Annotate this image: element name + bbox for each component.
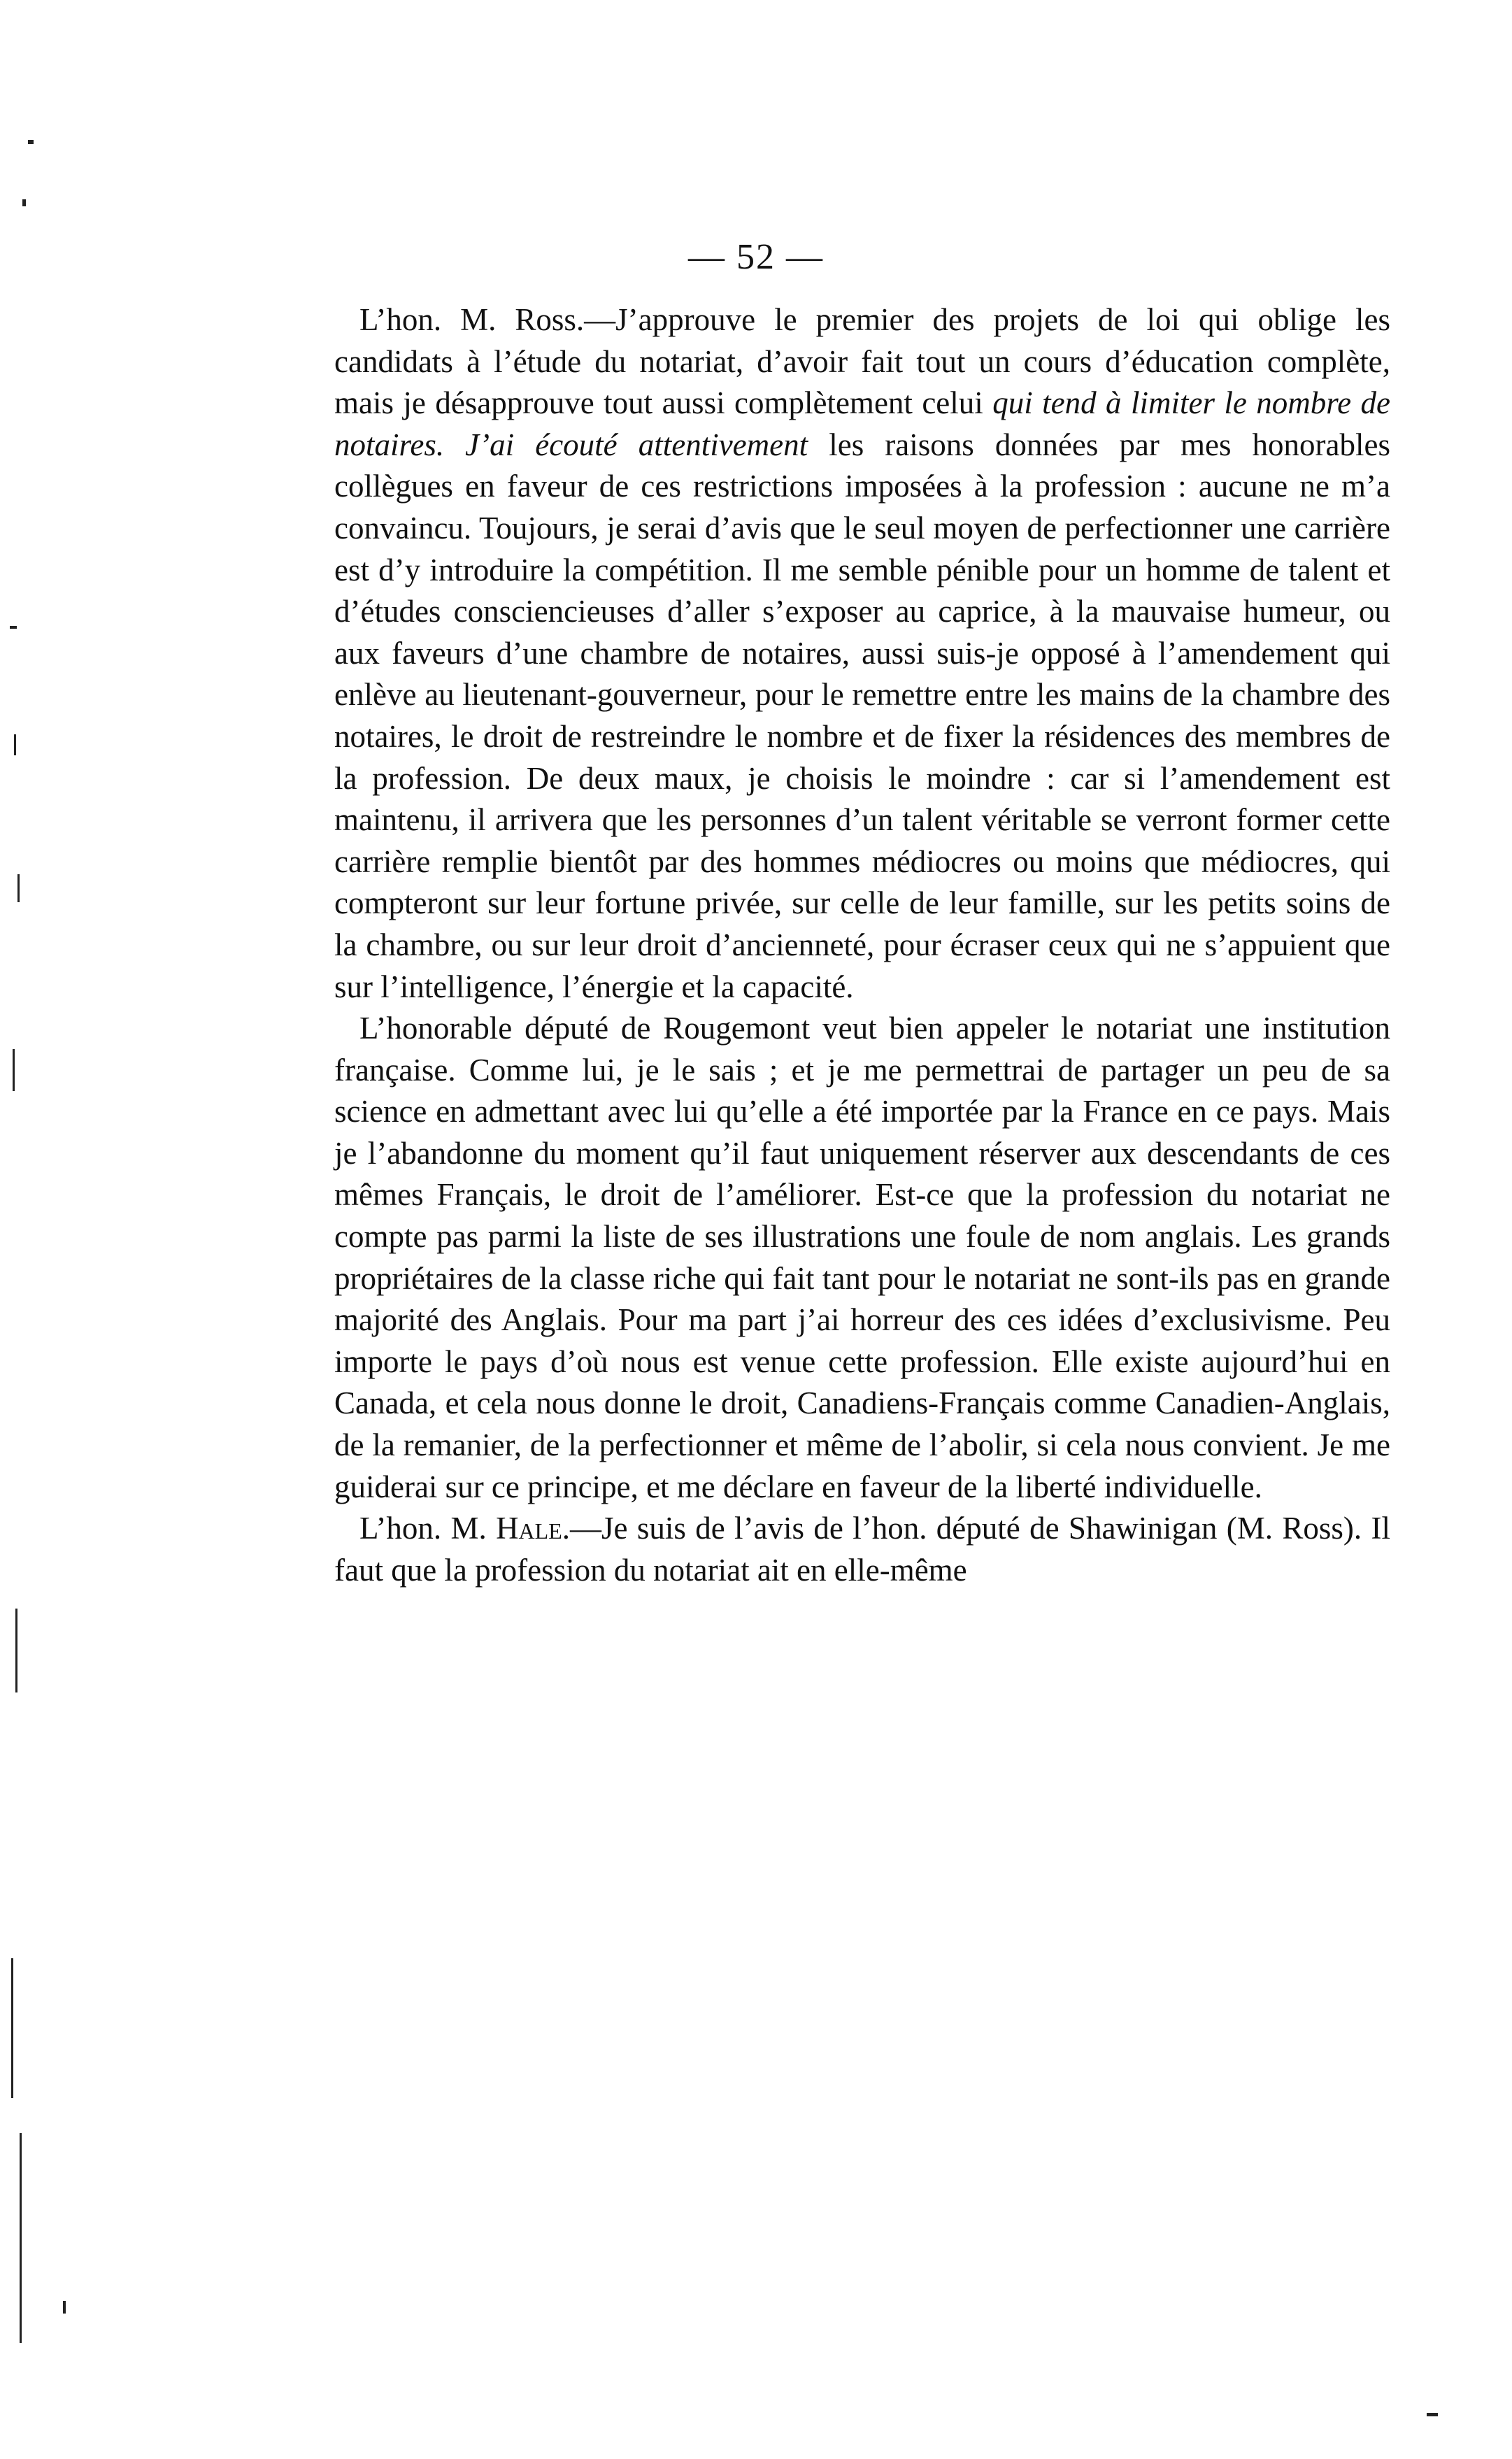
- emphasized-text: qui tend à limiter le nombre de notaires. J’ai écouté attentivement: [334, 385, 1390, 462]
- paragraph-hale: [334, 1508, 1390, 1591]
- scan-speck: [13, 1049, 15, 1091]
- paragraph-rougemont: L’honorable député de Rougemont veut bien appeler le notariat une institution française. Comme lui, je le sais ; et je me permettrai de partager un peu de sa science en admettant avec lui qu’elle a été importée par la France en ce pays. Mais je l’abandonne du moment qu’il faut uniquement réserver aux descendants de ces mêmes Français, le droit de l’améliorer. Est-ce que la profession du notariat ne compte pas parmi la liste de ses illustrations une foule de nom anglais. Les grands propriétaires de la classe riche qui fait tant pour le notariat ne sont-ils pas en grande majorité des Anglais. Pour ma part j’ai horreur des ces idées d’exclusivisme. Peu importe le pays d’où nous est venue cette profession. Elle existe aujourd’hui en Canada, et cela nous donne le droit, Canadiens-Français comme Canadien-Anglais, de la remanier, de la perfectionner et même de l’abolir, si cela nous convient. Je me guiderai sur ce principe, et me déclare en faveur de la liberté individuelle.: [334, 1011, 1390, 1504]
- page-number: — 52 —: [688, 237, 824, 277]
- scan-speck: [15, 1609, 17, 1692]
- paragraph-ross: [334, 299, 1390, 1008]
- speaker-name: Hale: [496, 1511, 562, 1546]
- speaker-prefix: L’hon. M.: [359, 1511, 497, 1546]
- paragraph-text: —J’approuve le premier des projets de loi qui oblige les candidats à l’étude du notariat, d’avoir fait tout un cours d’éducation complète, mais je désapprouve tout aussi complètement celui: [334, 302, 1390, 421]
- scan-speck: [10, 626, 17, 629]
- scan-speck: [28, 140, 34, 144]
- body-text: [334, 299, 1390, 1591]
- scan-margin-artifacts: [0, 0, 42, 2459]
- scan-speck: [1427, 2413, 1438, 2416]
- scan-speck: [11, 1958, 13, 2098]
- scan-speck: [20, 2133, 22, 2343]
- paragraph-text: les raisons données par mes honorables collègues en faveur de ces restrictions imposées à la profession : aucune ne m’a convaincu. Toujours, je serai d’avis que le seul moyen de perfectionner une carrière est d’y introduire la compétition. Il me semble pénible pour un homme de talent et d’études consciencieuses d’aller s’exposer au caprice, à la mauvaise humeur, ou aux faveurs d’une chambre de notaires, aussi suis-je opposé à l’amendement qui enlève au lieutenant-gouverneur, pour le remettre entre les mains de la chambre des notaires, le droit de restreindre le nombre et de fixer la résidences des membres de la profession. De deux maux, je choisis le moindre : car si l’amendement est maintenu, il arrivera que les personnes d’un talent véritable se verront former cette carrière remplie bientôt par des hommes médiocres ou moins que médiocres, qui compteront sur leur fortune privée, sur celle de leur famille, sur les petits soins de la chambre, ou sur leur droit d’ancienneté, pour écraser ceux qui ne s’appuient que sur l’intelligence, l’énergie et la capacité.: [334, 427, 1390, 1004]
- paragraph-text: .—Je suis de l’avis de l’hon. député de Shawinigan (M. Ross). Il faut que la profession du notariat ait en elle-même: [334, 1511, 1390, 1588]
- scan-speck: [22, 199, 26, 206]
- scan-speck: [63, 2301, 66, 2314]
- speaker-label: L’hon. M. Ross.: [359, 302, 585, 337]
- scan-speck: [14, 734, 16, 755]
- scan-speck: [17, 874, 20, 902]
